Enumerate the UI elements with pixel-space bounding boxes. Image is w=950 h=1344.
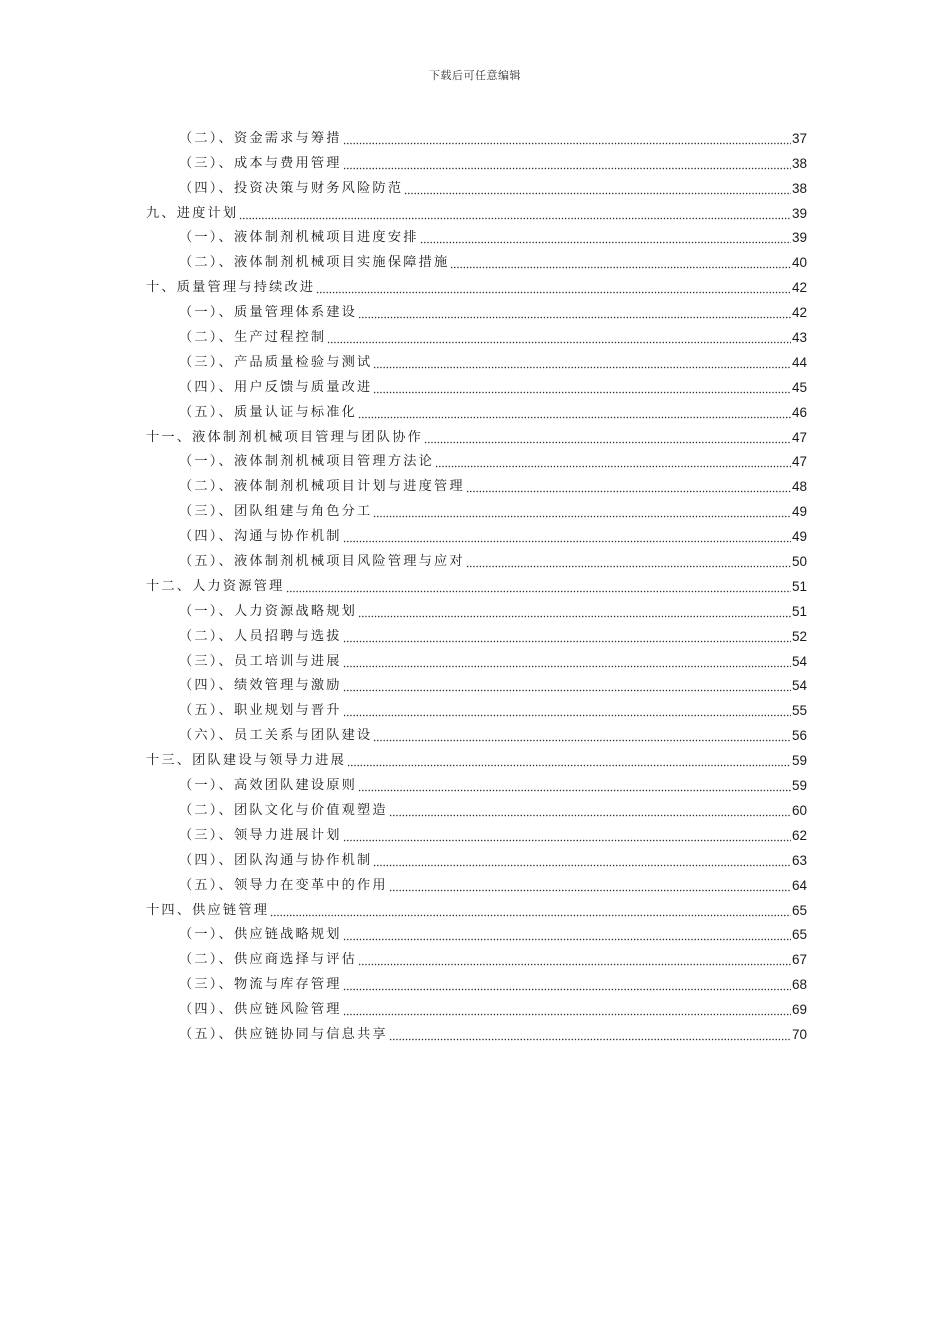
toc-page-number: 64 <box>791 877 807 893</box>
toc-page-number: 51 <box>791 578 807 594</box>
toc-dot-leader <box>347 750 791 767</box>
toc-entry-title: （一）、液体制剂机械项目管理方法论 <box>179 454 434 470</box>
toc-entry-title: （二）、人员招聘与选拔 <box>179 628 342 644</box>
toc-section-entry[interactable] <box>0 373 950 398</box>
toc-entry-title: （三）、员工培训与进展 <box>179 653 342 669</box>
toc-section-entry[interactable] <box>0 1020 950 1045</box>
toc-entry-title: （一）、人力资源战略规划 <box>179 603 358 619</box>
toc-dot-leader <box>373 501 791 518</box>
toc-entry-title: （六）、员工关系与团队建设 <box>179 728 373 744</box>
toc-entry-title: （二）、团队文化与价值观塑造 <box>179 802 388 818</box>
toc-page-number: 39 <box>791 230 807 246</box>
toc-dot-leader <box>450 252 791 269</box>
toc-entry-title: （五）、职业规划与晋升 <box>179 703 342 719</box>
toc-section-entry[interactable] <box>0 398 950 423</box>
toc-page-number: 43 <box>791 330 807 346</box>
toc-entry-title: （四）、供应链风险管理 <box>179 1002 342 1018</box>
toc-page-number: 49 <box>791 504 807 520</box>
toc-entry-title: （五）、供应链协同与信息共享 <box>179 1026 388 1042</box>
toc-dot-leader <box>343 999 791 1016</box>
toc-section-entry[interactable] <box>0 696 950 721</box>
toc-entry-title: （一）、供应链战略规划 <box>179 927 342 943</box>
toc-section-entry[interactable] <box>0 921 950 946</box>
toc-page-number: 39 <box>791 205 807 221</box>
toc-page-number: 69 <box>791 1002 807 1018</box>
toc-entry-title: （五）、领导力在变革中的作用 <box>179 877 388 893</box>
toc-dot-leader <box>358 302 791 319</box>
toc-dot-leader <box>343 526 791 543</box>
toc-section-entry[interactable] <box>0 124 950 149</box>
toc-section-entry[interactable] <box>0 622 950 647</box>
toc-entry-title: （二）、供应商选择与评估 <box>179 952 358 968</box>
toc-entry-title: （五）、质量认证与标准化 <box>179 404 358 420</box>
toc-dot-leader <box>239 203 791 220</box>
toc-dot-leader <box>435 451 791 468</box>
toc-dot-leader <box>389 800 791 817</box>
toc-section-entry[interactable] <box>0 224 950 249</box>
toc-dot-leader <box>327 327 791 344</box>
toc-section-entry[interactable] <box>0 472 950 497</box>
toc-dot-leader <box>286 576 791 593</box>
toc-section-entry[interactable] <box>0 174 950 199</box>
toc-section-entry[interactable] <box>0 448 950 473</box>
toc-entry-title: （三）、成本与费用管理 <box>179 155 342 171</box>
toc-dot-leader <box>420 227 791 244</box>
toc-chapter-entry[interactable] <box>0 273 950 298</box>
toc-section-entry[interactable] <box>0 597 950 622</box>
toc-page-number: 60 <box>791 802 807 818</box>
toc-page-number: 45 <box>791 379 807 395</box>
toc-dot-leader <box>373 352 791 369</box>
toc-section-entry[interactable] <box>0 672 950 697</box>
toc-section-entry[interactable] <box>0 721 950 746</box>
toc-page-number: 50 <box>791 554 807 570</box>
toc-entry-title: （一）、质量管理体系建设 <box>179 305 358 321</box>
toc-page-number: 65 <box>791 902 807 918</box>
toc-section-entry[interactable] <box>0 846 950 871</box>
toc-entry-title: 十三、团队建设与领导力进展 <box>146 753 347 769</box>
toc-dot-leader <box>270 900 791 917</box>
toc-page-number: 63 <box>791 852 807 868</box>
toc-entry-title: 十、质量管理与持续改进 <box>146 280 316 296</box>
toc-page-number: 62 <box>791 827 807 843</box>
toc-entry-title: 十二、人力资源管理 <box>146 578 285 594</box>
toc-chapter-entry[interactable] <box>0 423 950 448</box>
toc-chapter-entry[interactable] <box>0 746 950 771</box>
toc-dot-leader <box>466 476 791 493</box>
toc-chapter-entry[interactable] <box>0 572 950 597</box>
toc-chapter-entry[interactable] <box>0 896 950 921</box>
toc-page-number: 67 <box>791 952 807 968</box>
toc-dot-leader <box>343 651 791 668</box>
toc-dot-leader <box>343 700 791 717</box>
toc-dot-leader <box>358 775 791 792</box>
toc-page-number: 42 <box>791 280 807 296</box>
toc-chapter-entry[interactable] <box>0 199 950 224</box>
toc-section-entry[interactable] <box>0 348 950 373</box>
toc-page-number: 37 <box>791 130 807 146</box>
toc-dot-leader <box>373 850 791 867</box>
toc-dot-leader <box>466 551 791 568</box>
toc-dot-leader <box>373 725 791 742</box>
toc-page-number: 46 <box>791 404 807 420</box>
toc-entry-title: （四）、投资决策与财务风险防范 <box>179 180 404 196</box>
toc-section-entry[interactable] <box>0 995 950 1020</box>
toc-dot-leader <box>389 1024 791 1041</box>
toc-page-number: 68 <box>791 977 807 993</box>
toc-dot-leader <box>358 402 791 419</box>
toc-page-number: 51 <box>791 603 807 619</box>
toc-section-entry[interactable] <box>0 522 950 547</box>
toc-dot-leader <box>343 974 791 991</box>
toc-page-number: 54 <box>791 678 807 694</box>
toc-dot-leader <box>358 949 791 966</box>
toc-dot-leader <box>389 875 791 892</box>
toc-page-number: 38 <box>791 180 807 196</box>
toc-section-entry[interactable] <box>0 547 950 572</box>
toc-page-number: 54 <box>791 653 807 669</box>
toc-page-number: 38 <box>791 155 807 171</box>
toc-section-entry[interactable] <box>0 821 950 846</box>
toc-section-entry[interactable] <box>0 647 950 672</box>
toc-page-number: 70 <box>791 1026 807 1042</box>
toc-dot-leader <box>343 825 791 842</box>
toc-entry-title: 十四、供应链管理 <box>146 902 270 918</box>
toc-entry-title: 十一、液体制剂机械项目管理与团队协作 <box>146 429 423 445</box>
toc-entry-title: （三）、产品质量检验与测试 <box>179 354 373 370</box>
toc-entry-title: 九、进度计划 <box>146 205 239 221</box>
toc-entry-title: （二）、液体制剂机械项目计划与进度管理 <box>179 479 465 495</box>
toc-dot-leader <box>424 427 791 444</box>
toc-entry-title: （一）、高效团队建设原则 <box>179 778 358 794</box>
toc-dot-leader <box>343 924 791 941</box>
toc-section-entry[interactable] <box>0 945 950 970</box>
toc-dot-leader <box>358 601 791 618</box>
toc-section-entry[interactable] <box>0 298 950 323</box>
toc-entry-title: （四）、沟通与协作机制 <box>179 529 342 545</box>
toc-entry-title: （四）、团队沟通与协作机制 <box>179 852 373 868</box>
toc-entry-title: （一）、液体制剂机械项目进度安排 <box>179 230 419 246</box>
toc-page-number: 56 <box>791 728 807 744</box>
toc-section-entry[interactable] <box>0 970 950 995</box>
toc-dot-leader <box>343 153 791 170</box>
toc-page-number: 44 <box>791 354 807 370</box>
toc-section-entry[interactable] <box>0 149 950 174</box>
toc-dot-leader <box>373 377 791 394</box>
toc-dot-leader <box>404 178 791 195</box>
toc-dot-leader <box>343 626 791 643</box>
toc-section-entry[interactable] <box>0 248 950 273</box>
toc-entry-title: （三）、物流与库存管理 <box>179 977 342 993</box>
toc-page-number: 59 <box>791 778 807 794</box>
toc-dot-leader <box>343 128 791 145</box>
toc-entry-title: （四）、用户反馈与质量改进 <box>179 379 373 395</box>
toc-page-number: 55 <box>791 703 807 719</box>
table-of-contents <box>0 124 950 1045</box>
toc-entry-title: （四）、绩效管理与激励 <box>179 678 342 694</box>
toc-section-entry[interactable] <box>0 771 950 796</box>
toc-page-number: 49 <box>791 529 807 545</box>
toc-section-entry[interactable] <box>0 871 950 896</box>
toc-entry-title: （二）、生产过程控制 <box>179 330 327 346</box>
toc-page-number: 40 <box>791 255 807 271</box>
toc-entry-title: （三）、领导力进展计划 <box>179 827 342 843</box>
toc-section-entry[interactable] <box>0 796 950 821</box>
toc-entry-title: （三）、团队组建与角色分工 <box>179 504 373 520</box>
toc-page-number: 48 <box>791 479 807 495</box>
toc-section-entry[interactable] <box>0 323 950 348</box>
toc-entry-title: （二）、资金需求与筹措 <box>179 130 342 146</box>
toc-page-number: 47 <box>791 429 807 445</box>
toc-page-number: 42 <box>791 305 807 321</box>
toc-entry-title: （五）、液体制剂机械项目风险管理与应对 <box>179 554 465 570</box>
page-header: 下载后可任意编辑 <box>429 69 521 82</box>
toc-dot-leader <box>343 675 791 692</box>
toc-section-entry[interactable] <box>0 497 950 522</box>
toc-entry-title: （二）、液体制剂机械项目实施保障措施 <box>179 255 450 271</box>
toc-page-number: 59 <box>791 753 807 769</box>
toc-page-number: 47 <box>791 454 807 470</box>
toc-dot-leader <box>316 277 791 294</box>
toc-page-number: 52 <box>791 628 807 644</box>
toc-page-number: 65 <box>791 927 807 943</box>
